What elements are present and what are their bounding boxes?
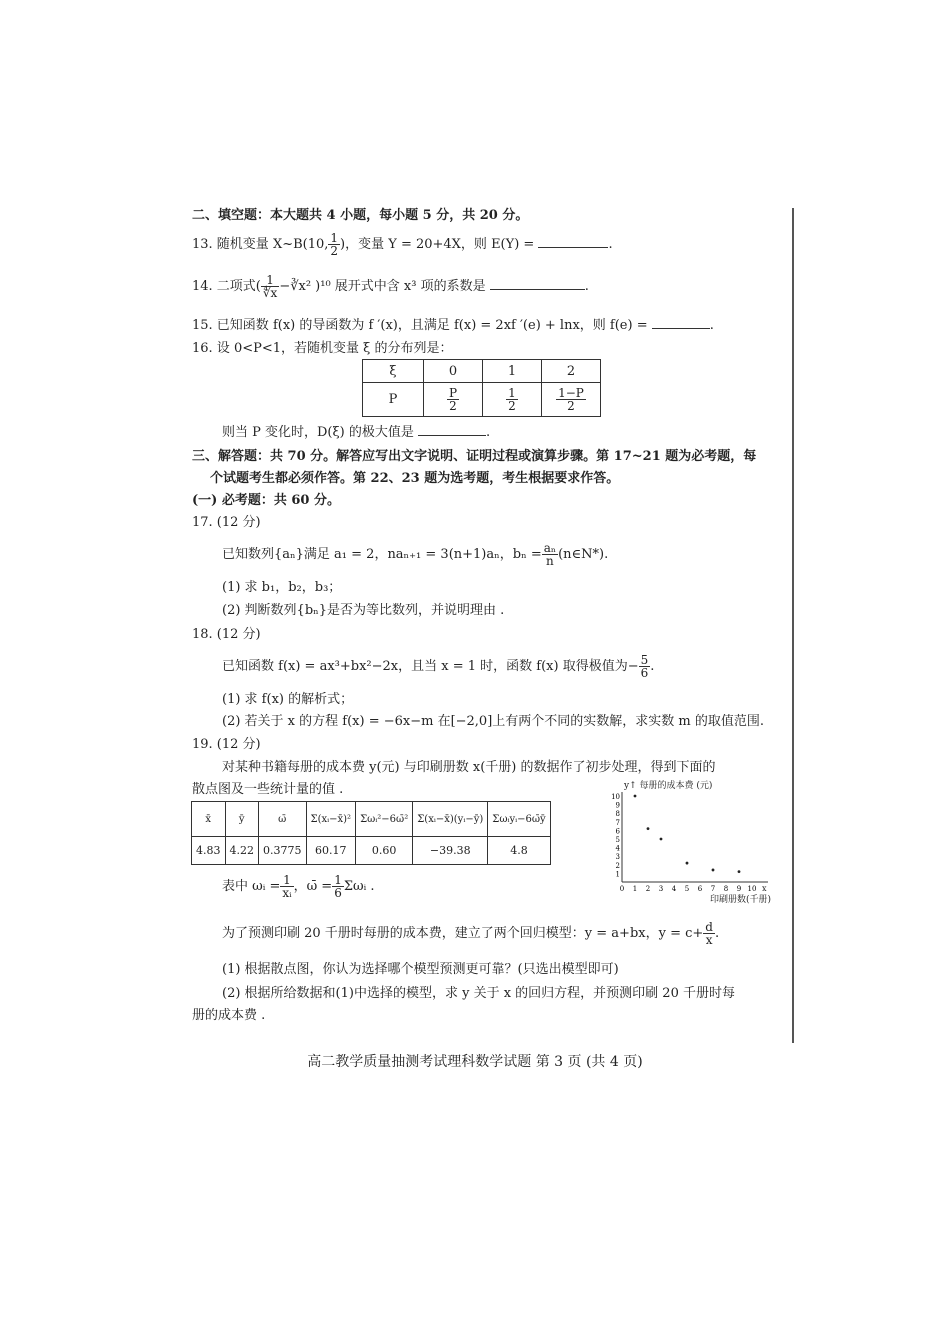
- scatter-x-tick-label: 6: [697, 885, 703, 893]
- scatter-x-tick-label: 9: [736, 885, 742, 893]
- statistics-table: x̄ ȳ ω̄ Σ(xᵢ−x̄)² Σωᵢ²−6ω̄² Σ(xᵢ−x̄)(yᵢ−ȳ) Σωᵢyᵢ−6ω̄ȳ 4.83 4.22 0.3775 60.17 0.60 −39.38 4.8: [191, 801, 551, 865]
- scatter-y-tick-label: 5: [615, 836, 620, 844]
- answer-blank-13[interactable]: [538, 247, 608, 248]
- scatter-y-tick-label: 3: [615, 853, 620, 862]
- scatter-x-tick-label: 1: [632, 885, 638, 893]
- scatter-y-tick-label: 1: [615, 870, 620, 879]
- question-19-head: 19. (12 分): [192, 737, 261, 752]
- scatter-x-tick-label: 3: [658, 885, 664, 893]
- scatter-x-tick-label: 8: [723, 885, 729, 893]
- question-18-part2: (2) 若关于 x 的方程 f(x) = −6x−m 在[−2,0]上有两个不同的实数解，求实数 m 的取值范围.: [222, 714, 765, 729]
- scan-margin-line: [792, 208, 794, 1043]
- scatter-y-tick-label: 4: [615, 844, 620, 853]
- question-19-part2b: 册的成本费 .: [192, 1008, 266, 1023]
- question-18-head: 18. (12 分): [192, 627, 261, 642]
- scatter-y-tick-label: 7: [615, 818, 620, 827]
- question-19-models: 为了预测印刷 20 千册时每册的成本费，建立了两个回归模型：y = a+bx，y = c+ $\frac{d}{x}$ .: [222, 920, 720, 947]
- scatter-x-letter: x: [762, 884, 767, 893]
- question-15: 15. 已知函数 f(x) 的导函数为 f ′(x)，且满足 f(x) = 2xf ′(e) + lnx，则 f(e) = .: [192, 318, 714, 333]
- question-13: 13. 随机变量 X~B(10, $\frac{1}{2}$ )，变量 Y = 20+4X，则 E(Y) = .: [192, 231, 613, 258]
- scatter-y-tick-label: 10: [611, 793, 620, 801]
- scatter-point: [647, 827, 650, 830]
- scatter-x-tick-label: 4: [671, 885, 677, 893]
- question-17-part2: (2) 判断数列{bₙ}是否为等比数列，并说明理由 .: [222, 603, 505, 618]
- scatter-x-title: 印刷册数(千册): [710, 895, 772, 905]
- scatter-x-tick-label: 7: [710, 885, 716, 893]
- scatter-x-tick-label: 5: [684, 885, 690, 893]
- answer-blank-15[interactable]: [652, 328, 710, 329]
- scatter-y-title: y↑ 每册的成本费 (元): [624, 781, 713, 791]
- scatter-y-ticks: [611, 793, 620, 878]
- question-19-part1: (1) 根据散点图，你认为选择哪个模型预测更可靠？(只选出模型即可): [222, 962, 619, 977]
- distribution-table: ξ 0 1 2 P $\frac{P}{2}$ $\frac{1}{2}$ $\frac{1-P}{2}$: [362, 359, 601, 417]
- scatter-x-tick-label: 10: [747, 885, 757, 893]
- scatter-points: [634, 795, 741, 873]
- scatter-point: [686, 862, 689, 865]
- scatter-x-ticks: [620, 885, 757, 893]
- question-16: 16. 设 0<P<1，若随机变量 ξ 的分布列是：: [192, 341, 453, 356]
- scatter-y-tick-label: 2: [615, 861, 620, 870]
- question-18-stem: 已知函数 f(x) = ax³+bx²−2x，且当 x = 1 时，函数 f(x) 取得极值为− $\frac{5}{6}$ .: [222, 653, 655, 680]
- question-19-part2a: (2) 根据所给数据和(1)中选择的模型，求 y 关于 x 的回归方程，并预测印刷 20 千册时每: [222, 986, 735, 1001]
- question-19-note: 表中 ωᵢ = $\frac{1}{\text{xᵢ}}$ ，ω̄ = $\frac{1}{6}$ Σωᵢ .: [222, 873, 375, 900]
- section2-heading: 二、填空题：本大题共 4 小题，每小题 5 分，共 20 分。: [192, 208, 529, 223]
- scatter-y-tick-label: 9: [615, 801, 620, 810]
- scatter-x-tick-label: 2: [645, 885, 651, 893]
- section3-sub: (一) 必考题：共 60 分。: [192, 493, 340, 508]
- scatter-y-tick-label: 6: [615, 827, 620, 836]
- scatter-plot: [608, 778, 778, 908]
- scatter-x-tick-label: 0: [619, 885, 625, 893]
- question-17-stem: 已知数列{aₙ}满足 a₁ = 2，naₙ₊₁ = 3(n+1)aₙ，bₙ = $\frac{\text{aₙ}}{n}$ (n∈N*).: [222, 541, 609, 568]
- scatter-point: [712, 869, 715, 872]
- scatter-point: [634, 795, 637, 798]
- answer-blank-16[interactable]: [418, 435, 486, 436]
- page-footer: 高二教学质量抽测考试理科数学试题 第 3 页 (共 4 页): [307, 1054, 643, 1070]
- question-19-stem2: 散点图及一些统计量的值 .: [192, 782, 344, 797]
- question-14: 14. 二项式( $\frac{1}{∜x}$ −∛x² )¹⁰ 展开式中含 x³ 项的系数是 .: [192, 273, 589, 300]
- scatter-y-tick-label: 8: [615, 810, 620, 819]
- question-16-ask: 则当 P 变化时，D(ξ) 的极大值是 .: [222, 425, 491, 440]
- question-18-part1: (1) 求 f(x) 的解析式；: [222, 692, 354, 707]
- answer-blank-14[interactable]: [490, 289, 585, 290]
- question-19-stem1: 对某种书籍每册的成本费 y(元) 与印刷册数 x(千册) 的数据作了初步处理，得到下面的: [222, 760, 716, 775]
- question-17-head: 17. (12 分): [192, 515, 261, 530]
- section3-line1: 三、解答题：共 70 分。解答应写出文字说明、证明过程或演算步骤。第 17~21 题为必考题，每: [192, 449, 757, 464]
- scatter-point: [660, 838, 663, 841]
- scatter-point: [738, 870, 741, 873]
- section3-line2: 个试题考生都必须作答。第 22、23 题为选考题，考生根据要求作答。: [210, 471, 620, 486]
- question-17-part1: (1) 求 b₁，b₂，b₃；: [222, 580, 342, 595]
